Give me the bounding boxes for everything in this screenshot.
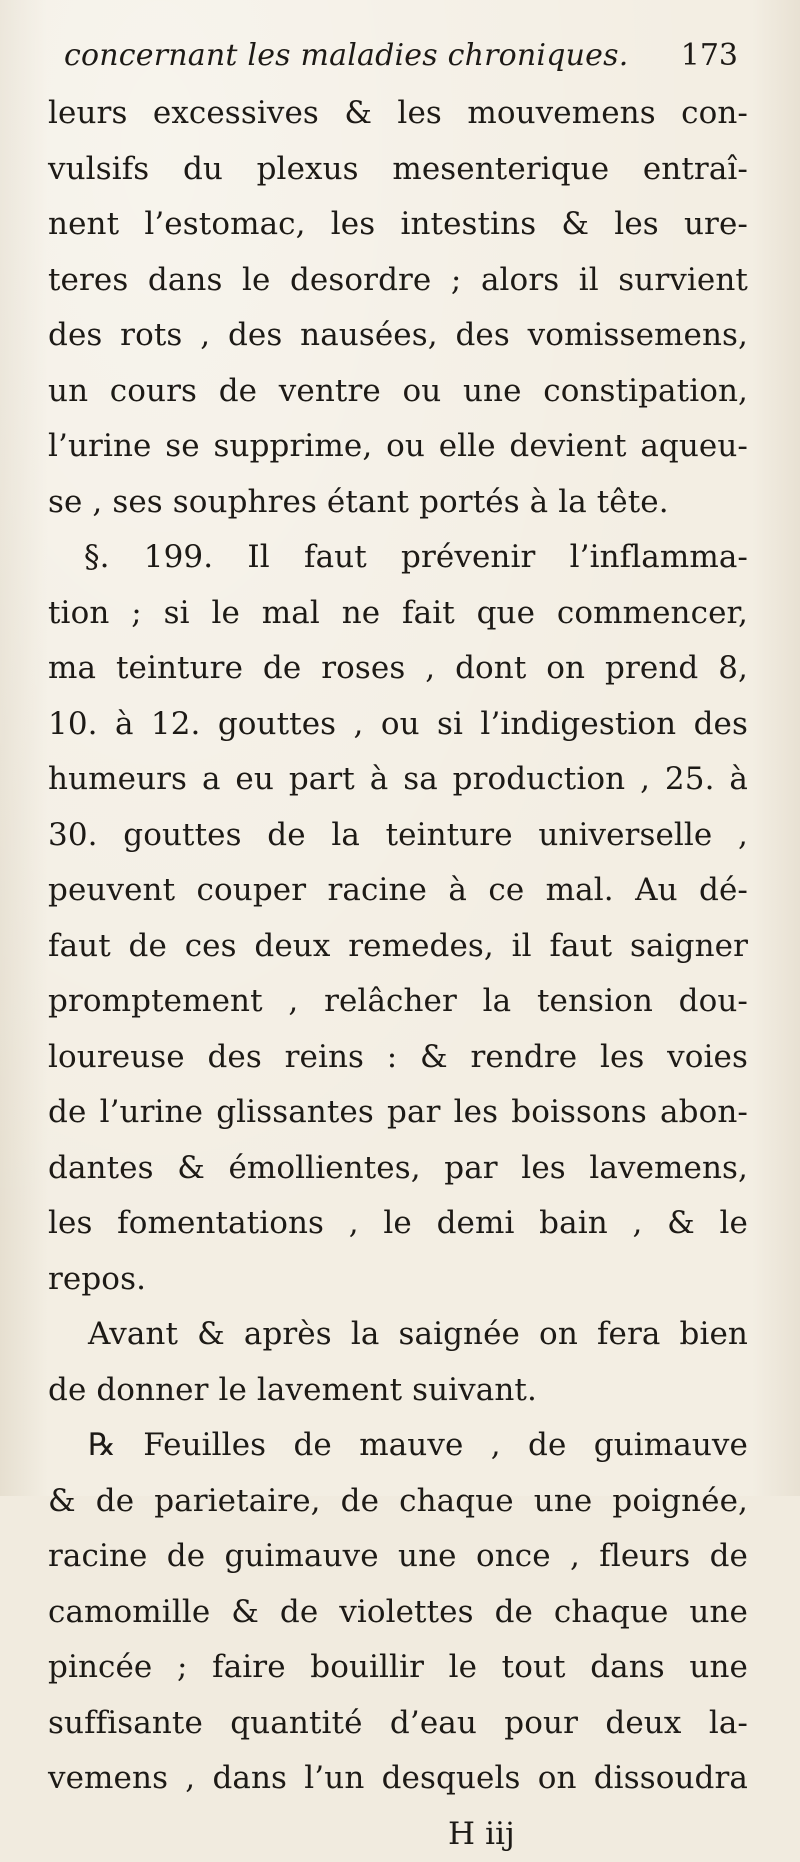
paragraph-start-line: §. 199. Il faut prévenir l’inflamma- <box>48 530 748 586</box>
recipe-start-line: ℞ Feuilles de mauve , de guimauve <box>48 1418 748 1474</box>
text-line: peuvent couper racine à ce mal. Au dé- <box>48 863 748 919</box>
text-line: nent l’estomac, les intestins & les ure- <box>48 197 748 253</box>
text-line: faut de ces deux remedes, il faut saigner <box>48 919 748 975</box>
text-line: 10. à 12. gouttes , ou si l’indigestion des <box>48 697 748 753</box>
text-line: teres dans le desordre ; alors il survient <box>48 253 748 309</box>
text-line: suffisante quantité d’eau pour deux la- <box>48 1696 748 1752</box>
text-line: se , ses souphres étant portés à la tête. <box>48 475 748 531</box>
text-line: dantes & émollientes, par les lavemens, <box>48 1141 748 1197</box>
text-line: camomille & de violettes de chaque une <box>48 1585 748 1641</box>
text-line: ma teinture de roses , dont on prend 8, <box>48 641 748 697</box>
text-line: de donner le lavement suivant. <box>48 1363 748 1419</box>
paragraph-start-line: Avant & après la saignée on fera bien <box>48 1307 748 1363</box>
text-line: promptement , relâcher la tension dou- <box>48 974 748 1030</box>
text-line: l’urine se supprime, ou elle devient aqueu- <box>48 419 748 475</box>
text-line: des rots , des nausées, des vomissemens, <box>48 308 748 364</box>
text-line: racine de guimauve une once , fleurs de <box>48 1529 748 1585</box>
text-line: les fomentations , le demi bain , & le <box>48 1196 748 1252</box>
text-line: loureuse des reins : & rendre les voies <box>48 1030 748 1086</box>
text-line: tion ; si le mal ne fait que commencer, <box>48 586 748 642</box>
running-head: concernant les maladies chroniques. <box>64 38 628 73</box>
text-line: 30. gouttes de la teinture universelle , <box>48 808 748 864</box>
text-line: vulsifs du plexus mesenterique entraî- <box>48 142 748 198</box>
text-line: de l’urine glissantes par les boissons abon- <box>48 1085 748 1141</box>
text-line: pincée ; faire bouillir le tout dans une <box>48 1640 748 1696</box>
text-line: & de parietaire, de chaque une poignée, <box>48 1474 748 1530</box>
text-line: leurs excessives & les mouvemens con- <box>48 86 748 142</box>
body-text <box>48 86 748 1862</box>
text-line: un cours de ventre ou une constipation, <box>48 364 748 420</box>
text-line: repos. <box>48 1252 748 1308</box>
signature-mark: H iij <box>48 1807 748 1862</box>
page-number: 173 <box>681 38 738 73</box>
text-line: humeurs a eu part à sa production , 25. à <box>48 752 748 808</box>
text-line: vemens , dans l’un desquels on dissoudra <box>48 1751 748 1807</box>
page-header <box>46 38 748 86</box>
